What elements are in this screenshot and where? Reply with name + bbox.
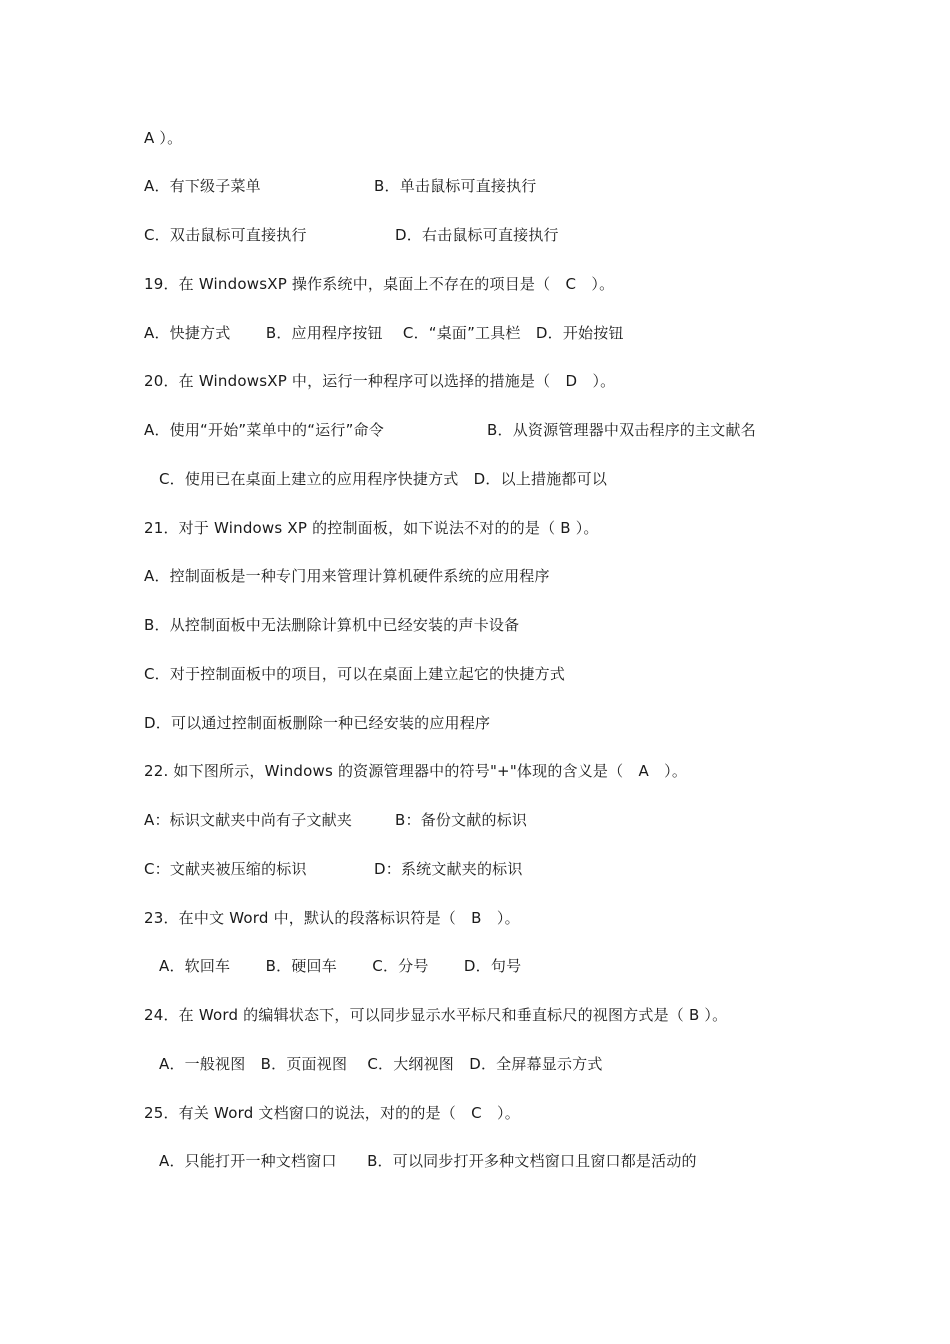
question-20: 20．在 WindowsXP 中，运行一种程序可以选择的措施是（ D ）。 <box>144 372 616 390</box>
text-line: A ）。 <box>144 129 183 147</box>
option-a: A．控制面板是一种专门用来管理计算机硬件系统的应用程序 <box>144 567 550 585</box>
option-b: B：备份文献的标识 <box>395 811 528 829</box>
option-d: D．右击鼠标可直接执行 <box>395 226 559 244</box>
option-row <box>144 418 756 442</box>
options-20-cd: C．使用已在桌面上建立的应用程序快捷方式 D．以上措施都可以 <box>159 470 608 488</box>
question-24: 24．在 Word 的编辑状态下，可以同步显示水平标尺和垂直标尺的视图方式是（ B ）。 <box>144 1006 728 1024</box>
option-row <box>144 808 528 832</box>
option-row <box>144 223 559 247</box>
option-row <box>144 174 537 198</box>
option-c: C．对于控制面板中的项目，可以在桌面上建立起它的快捷方式 <box>144 665 566 683</box>
option-a: A．有下级子菜单 <box>144 177 261 195</box>
question-25: 25．有关 Word 文档窗口的说法，对的的是（ C ）。 <box>144 1104 520 1122</box>
question-21: 21．对于 Windows XP 的控制面板，如下说法不对的的是（ B ）。 <box>144 519 599 537</box>
option-d: D．可以通过控制面板删除一种已经安装的应用程序 <box>144 714 491 732</box>
option-a: A．使用“开始”菜单中的“运行”命令 <box>144 421 384 439</box>
option-b: B．从控制面板中无法删除计算机中已经安装的声卡设备 <box>144 616 520 634</box>
question-23: 23．在中文 Word 中，默认的段落标识符是（ B ）。 <box>144 909 520 927</box>
option-b: B．从资源管理器中双击程序的主文献名 <box>487 421 756 439</box>
options-25: A．只能打开一种文档窗口 B．可以同步打开多种文档窗口且窗口都是活动的 <box>159 1152 697 1170</box>
option-c: C．双击鼠标可直接执行 <box>144 226 307 244</box>
option-d: D：系统文献夹的标识 <box>374 860 523 878</box>
option-a: A：标识文献夹中尚有子文献夹 <box>144 811 353 829</box>
options-24: A．一般视图 B．页面视图 C．大纲视图 D．全屏幕显示方式 <box>159 1055 603 1073</box>
options-19: A．快捷方式 B．应用程序按钮 C．“桌面”工具栏 D．开始按钮 <box>144 324 624 342</box>
option-b: B．单击鼠标可直接执行 <box>374 177 537 195</box>
options-23: A．软回车 B．硬回车 C．分号 D．句号 <box>159 957 522 975</box>
option-c: C：文献夹被压缩的标识 <box>144 860 307 878</box>
question-19: 19．在 WindowsXP 操作系统中，桌面上不存在的项目是（ C ）。 <box>144 275 615 293</box>
question-22: 22. 如下图所示，Windows 的资源管理器中的符号"+"体现的含义是（ A ）。 <box>144 762 688 780</box>
option-row <box>144 857 523 881</box>
